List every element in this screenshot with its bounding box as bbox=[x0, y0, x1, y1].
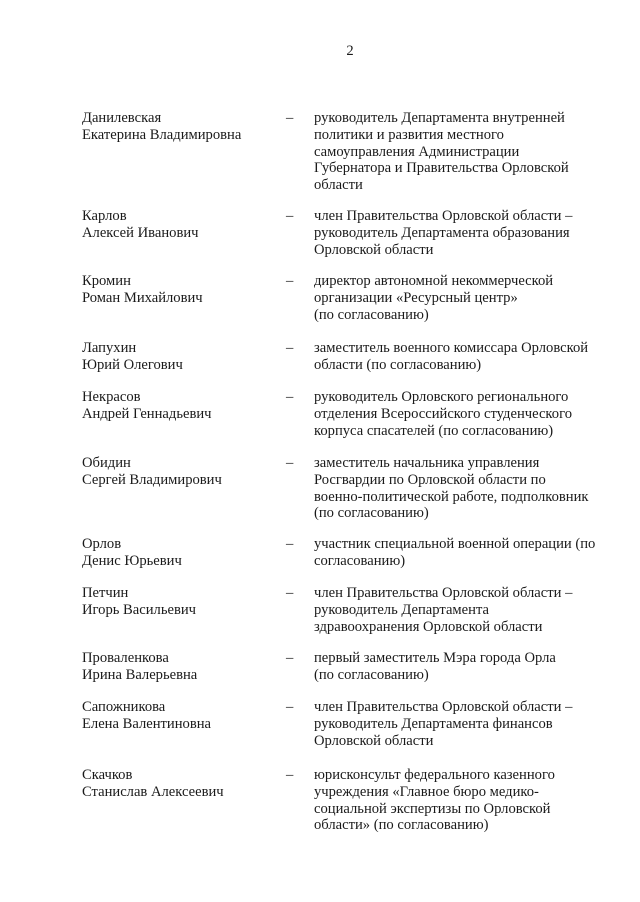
role-line: отделения Всероссийского студенческого bbox=[314, 405, 572, 422]
role-line: политики и развития местного bbox=[314, 126, 504, 143]
member-role bbox=[314, 536, 604, 570]
member-role bbox=[314, 650, 604, 684]
member-role bbox=[314, 389, 604, 439]
member-surname: Карлов bbox=[82, 208, 127, 224]
role-line: руководитель Департамента финансов bbox=[314, 715, 553, 732]
member-name bbox=[82, 389, 272, 423]
member-name bbox=[82, 340, 272, 374]
member-surname: Сапожникова bbox=[82, 699, 166, 715]
role-line: Росгвардии по Орловской области по bbox=[314, 471, 546, 488]
role-line: Орловской области bbox=[314, 241, 434, 258]
member-role bbox=[314, 455, 604, 522]
member-name bbox=[82, 455, 272, 489]
member-name bbox=[82, 208, 272, 242]
dash-separator: – bbox=[286, 699, 294, 715]
member-given-names: Ирина Валерьевна bbox=[82, 666, 198, 683]
member-surname: Кромин bbox=[82, 273, 131, 289]
role-line: Губернатора и Правительства Орловской bbox=[314, 160, 569, 177]
dash-separator: – bbox=[286, 389, 294, 405]
member-given-names: Денис Юрьевич bbox=[82, 552, 182, 569]
member-given-names: Игорь Васильевич bbox=[82, 601, 197, 618]
member-role bbox=[314, 585, 604, 635]
role-line: член Правительства Орловской области – bbox=[314, 585, 573, 601]
member-name bbox=[82, 699, 272, 733]
dash-separator: – bbox=[286, 208, 294, 224]
member-name bbox=[82, 650, 272, 684]
member-given-names: Елена Валентиновна bbox=[82, 715, 211, 732]
member-role bbox=[314, 208, 604, 258]
member-given-names: Алексей Иванович bbox=[82, 224, 199, 241]
dash-separator: – bbox=[286, 536, 294, 552]
dash-separator: – bbox=[286, 455, 294, 471]
member-given-names: Андрей Геннадьевич bbox=[82, 405, 212, 422]
member-given-names: Роман Михайлович bbox=[82, 289, 203, 306]
role-line: член Правительства Орловской области – bbox=[314, 699, 573, 715]
role-line: согласованию) bbox=[314, 552, 406, 569]
role-line: первый заместитель Мэра города Орла bbox=[314, 650, 556, 666]
role-line: юрисконсульт федерального казенного bbox=[314, 767, 555, 783]
role-line: заместитель военного комиссара Орловской bbox=[314, 340, 589, 356]
role-line: (по согласованию) bbox=[314, 505, 429, 522]
role-line: руководитель Департамента внутренней bbox=[314, 110, 565, 126]
role-line: области bbox=[314, 177, 363, 194]
member-role bbox=[314, 699, 604, 749]
role-line: учреждения «Главное бюро медико- bbox=[314, 783, 539, 800]
member-surname: Некрасов bbox=[82, 389, 141, 405]
member-role bbox=[314, 273, 604, 323]
member-given-names: Станислав Алексеевич bbox=[82, 783, 224, 800]
dash-separator: – bbox=[286, 110, 294, 126]
member-surname: Данилевская bbox=[82, 110, 162, 126]
role-line: самоуправления Администрации bbox=[314, 143, 520, 160]
role-line: Орловской области bbox=[314, 732, 434, 749]
member-surname: Обидин bbox=[82, 455, 131, 471]
role-line: (по согласованию) bbox=[314, 666, 429, 683]
dash-separator: – bbox=[286, 585, 294, 601]
role-line: заместитель начальника управления bbox=[314, 455, 540, 471]
dash-separator: – bbox=[286, 273, 294, 289]
role-line: член Правительства Орловской области – bbox=[314, 208, 573, 224]
member-name bbox=[82, 767, 272, 801]
member-given-names: Екатерина Владимировна bbox=[82, 126, 242, 143]
member-surname: Орлов bbox=[82, 536, 122, 552]
member-role bbox=[314, 340, 604, 374]
member-given-names: Юрий Олегович bbox=[82, 356, 183, 373]
role-line: руководитель Орловского регионального bbox=[314, 389, 569, 405]
page-number: 2 bbox=[346, 43, 354, 59]
role-line: корпуса спасателей (по согласованию) bbox=[314, 422, 554, 439]
role-line: области» (по согласованию) bbox=[314, 817, 489, 834]
role-line: (по согласованию) bbox=[314, 306, 429, 323]
role-line: руководитель Департамента bbox=[314, 601, 489, 618]
role-line: области (по согласованию) bbox=[314, 356, 482, 373]
member-given-names: Сергей Владимирович bbox=[82, 471, 222, 488]
dash-separator: – bbox=[286, 767, 294, 783]
role-line: директор автономной некоммерческой bbox=[314, 273, 554, 289]
role-line: руководитель Департамента образования bbox=[314, 224, 570, 241]
role-line: военно-политической работе, подполковник bbox=[314, 488, 589, 505]
member-role bbox=[314, 110, 604, 194]
member-name bbox=[82, 273, 272, 307]
member-surname: Лапухин bbox=[82, 340, 137, 356]
role-line: социальной экспертизы по Орловской bbox=[314, 800, 551, 817]
role-line: организации «Ресурсный центр» bbox=[314, 289, 518, 306]
member-surname: Скачков bbox=[82, 767, 133, 783]
member-role bbox=[314, 767, 604, 834]
role-line: участник специальной военной операции (по bbox=[314, 536, 596, 552]
member-surname: Петчин bbox=[82, 585, 129, 601]
member-name bbox=[82, 536, 272, 570]
member-surname: Проваленкова bbox=[82, 650, 169, 666]
member-name bbox=[82, 110, 272, 144]
member-name bbox=[82, 585, 272, 619]
dash-separator: – bbox=[286, 340, 294, 356]
dash-separator: – bbox=[286, 650, 294, 666]
role-line: здравоохранения Орловской области bbox=[314, 618, 543, 635]
